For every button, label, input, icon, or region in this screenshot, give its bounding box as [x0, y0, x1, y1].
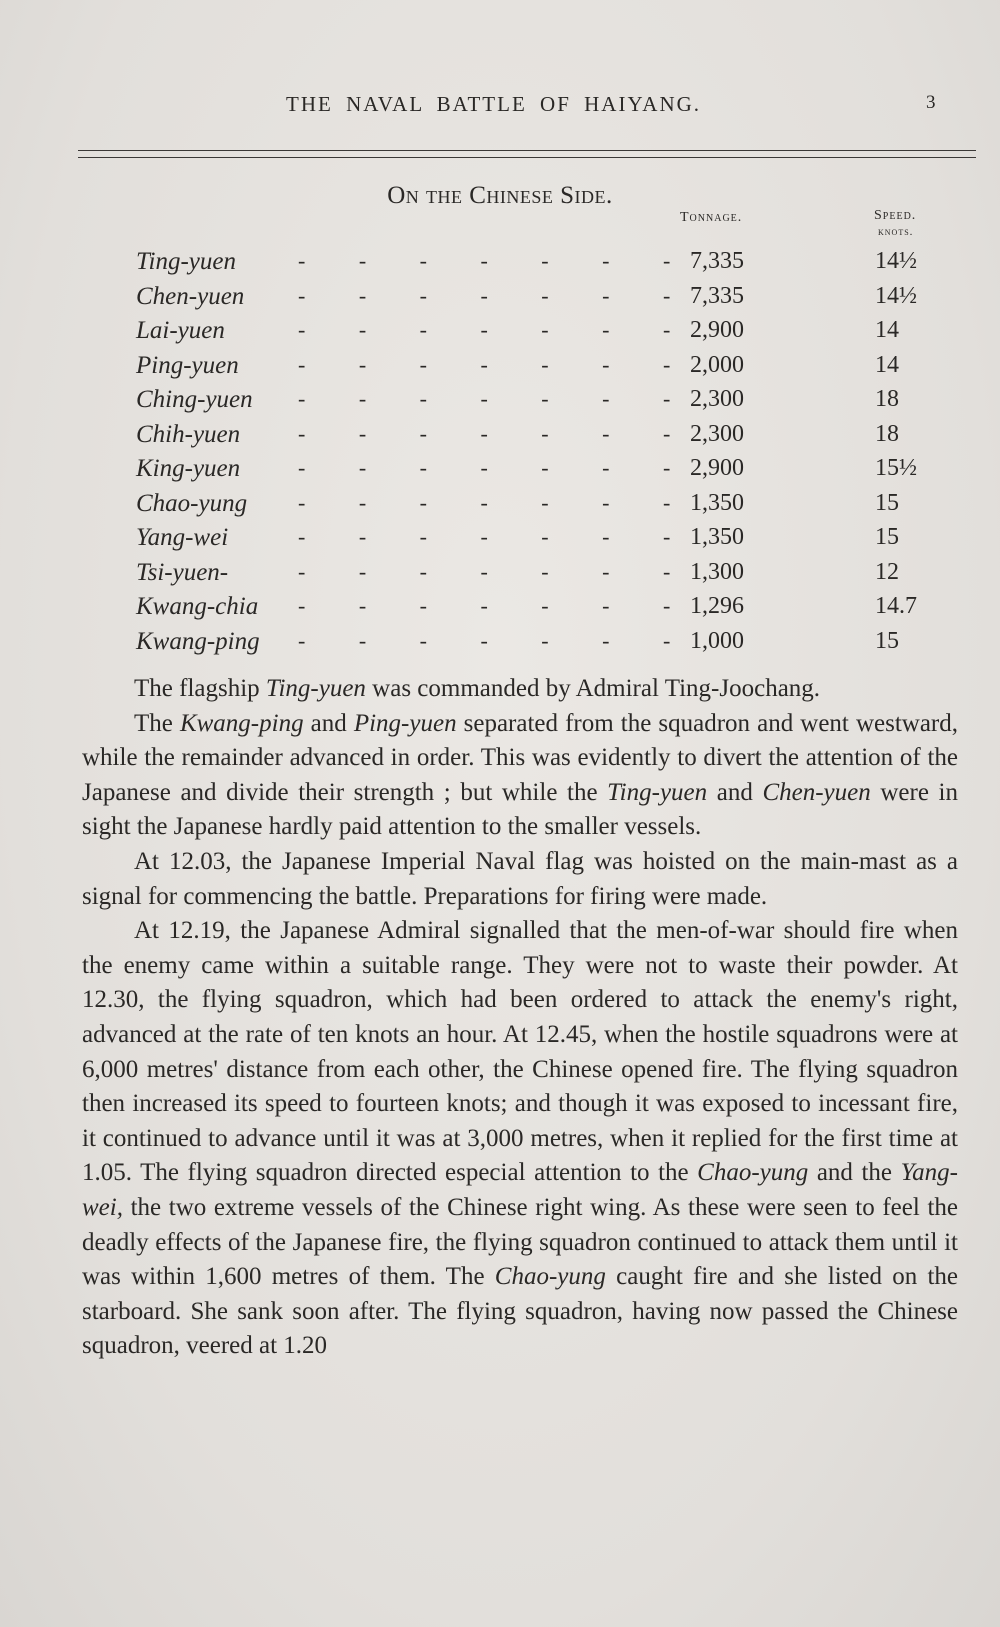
ship-speed: 15: [875, 489, 899, 516]
running-head: [0, 92, 1000, 122]
ship-reference: Yang-wei,: [82, 1159, 958, 1221]
ship-tonnage: 2,900: [690, 317, 744, 343]
ship-row: [0, 593, 1000, 628]
ship-tonnage: 1,350: [690, 489, 744, 516]
ship-tonnage: 7,335: [690, 248, 744, 274]
paragraph-flag-hoisted: At 12.03, the Japanese Imperial Naval flag was hoisted on the main-mast as a signal for commencing the battle. Preparations for firing were made.: [82, 847, 958, 910]
ship-name: Chih-yuen: [136, 420, 241, 448]
ship-reference: Kwang-ping: [179, 709, 304, 737]
ship-reference: Chen-yuen: [762, 778, 871, 806]
leader-dashes: - - - - - - -: [298, 386, 671, 411]
ship-speed: 15½: [875, 455, 917, 481]
ship-speed: 14: [875, 317, 899, 343]
leader-dashes: - - - - - - -: [298, 282, 671, 308]
ship-name: Kwang-chia: [136, 593, 259, 620]
ship-reference: Ting-yuen: [607, 778, 708, 806]
ship-tonnage: 2,900: [690, 455, 744, 481]
ship-name: King-yuen: [136, 455, 241, 482]
leader-dashes: - - - - - - -: [298, 317, 671, 342]
ship-tonnage: 7,335: [690, 282, 744, 309]
ship-reference: Chao-yung: [697, 1159, 809, 1187]
paragraph-westward: The Kwang-ping and Ping-yuen separated from the squadron and went westward, while the remainder advanced in order. This was evidently to divert the attention of the Japanese and divide their strength ; but while the Ting-yuen and Chen-yuen were in sight the Japanese hardly paid attention to the smaller vessels.: [82, 709, 958, 841]
leader-dashes: - - - - - - -: [298, 593, 671, 618]
ship-row: [0, 421, 1000, 456]
ship-reference: Ting-yuen: [265, 675, 366, 702]
ship-row: [0, 628, 1000, 663]
leader-dashes: - - - - - - -: [298, 524, 671, 549]
column-header-tonnage: Tonnage.: [680, 210, 743, 225]
ship-speed: 14.7: [875, 593, 917, 619]
ship-name: Ping-yuen: [136, 351, 239, 379]
running-title: THE NAVAL BATTLE OF HAIYANG.: [286, 92, 702, 116]
ship-speed: 15: [875, 627, 899, 654]
ship-row: [0, 559, 1000, 594]
ship-name: Yang-wei: [136, 524, 229, 551]
ship-reference: Ping-yuen: [353, 709, 457, 737]
ship-name: Lai-yuen: [136, 317, 225, 344]
column-header-speed: Speed.: [874, 208, 917, 223]
ship-speed: 15: [875, 524, 899, 550]
ship-name: Chen-yuen: [136, 282, 245, 310]
ship-name: Tsi-yuen-: [136, 558, 229, 586]
leader-dashes: - - - - - - -: [298, 489, 671, 515]
ship-row: [0, 490, 1000, 525]
header-rule-top: [78, 150, 976, 151]
leader-dashes: - - - - - - -: [298, 351, 671, 377]
ship-row: [0, 386, 1000, 421]
ship-row: [0, 352, 1000, 387]
body-text: [82, 672, 958, 1364]
leader-dashes: - - - - - - -: [298, 248, 671, 273]
ship-reference: Chao-yung: [494, 1263, 606, 1291]
ship-speed: 18: [875, 420, 899, 447]
ship-tonnage: 2,000: [690, 351, 744, 378]
page-number: 3: [926, 92, 936, 113]
paragraph-flagship: The flagship Ting-yuen was commanded by Admiral Ting-Joochang.: [134, 675, 821, 702]
column-header-speed-unit: knots.: [878, 226, 914, 238]
ship-row: [0, 524, 1000, 559]
ship-row: [0, 283, 1000, 318]
ship-tonnage: 1,000: [690, 627, 744, 654]
ship-speed: 12: [875, 558, 899, 585]
leader-dashes: - - - - - - -: [298, 627, 671, 653]
header-rule-bottom: [78, 157, 976, 158]
leader-dashes: - - - - - - -: [298, 420, 671, 446]
ship-name: Ting-yuen: [136, 248, 236, 275]
section-heading: On the Chinese Side.: [387, 182, 613, 209]
ship-tonnage: 2,300: [690, 420, 744, 447]
ship-name: Ching-yuen: [136, 386, 253, 413]
ship-tonnage: 1,296: [690, 593, 744, 619]
paragraph-opening-fire: At 12.19, the Japanese Admiral signalled that the men-of-war should fire when the enemy came within a suitable range. They were not to waste their powder. At 12.30, the flying squadron, which had been ordered to attack the enemy's right, advanced at the rate of ten knots an hour. At 12.45, when the hostile squadrons were at 6,000 metres' distance from each other, the Chinese opened fire. The flying squadron then increased its speed to fourteen knots; and though it was exposed to incessant fire, it continued to advance until it was at 3,000 metres, when it replied for the first time at 1.05. The flying squadron directed especial attention to the Chao-yung and the Yang-wei, the two extreme vessels of the Chinese right wing. As these were seen to feel the deadly effects of the Japanese fire, the flying squadron continued to attack them until it was within 1,600 metres of them. The Chao-yung caught fire and she listed on the starboard. She sank soon after. The flying squadron, having now passed the Chinese squadron, veered at 1.20: [82, 917, 958, 1360]
leader-dashes: - - - - - - -: [298, 455, 671, 480]
ship-table: [0, 248, 1000, 662]
ship-tonnage: 1,300: [690, 558, 744, 585]
ship-row: [0, 455, 1000, 490]
ship-speed: 14½: [875, 282, 917, 309]
ship-speed: 18: [875, 386, 899, 412]
ship-row: [0, 248, 1000, 283]
ship-row: [0, 317, 1000, 352]
ship-name: Chao-yung: [136, 489, 248, 517]
leader-dashes: - - - - - - -: [298, 558, 671, 584]
ship-tonnage: 1,350: [690, 524, 744, 550]
ship-tonnage: 2,300: [690, 386, 744, 412]
ship-name: Kwang-ping: [136, 627, 260, 655]
ship-speed: 14: [875, 351, 899, 378]
ship-speed: 14½: [875, 248, 917, 274]
